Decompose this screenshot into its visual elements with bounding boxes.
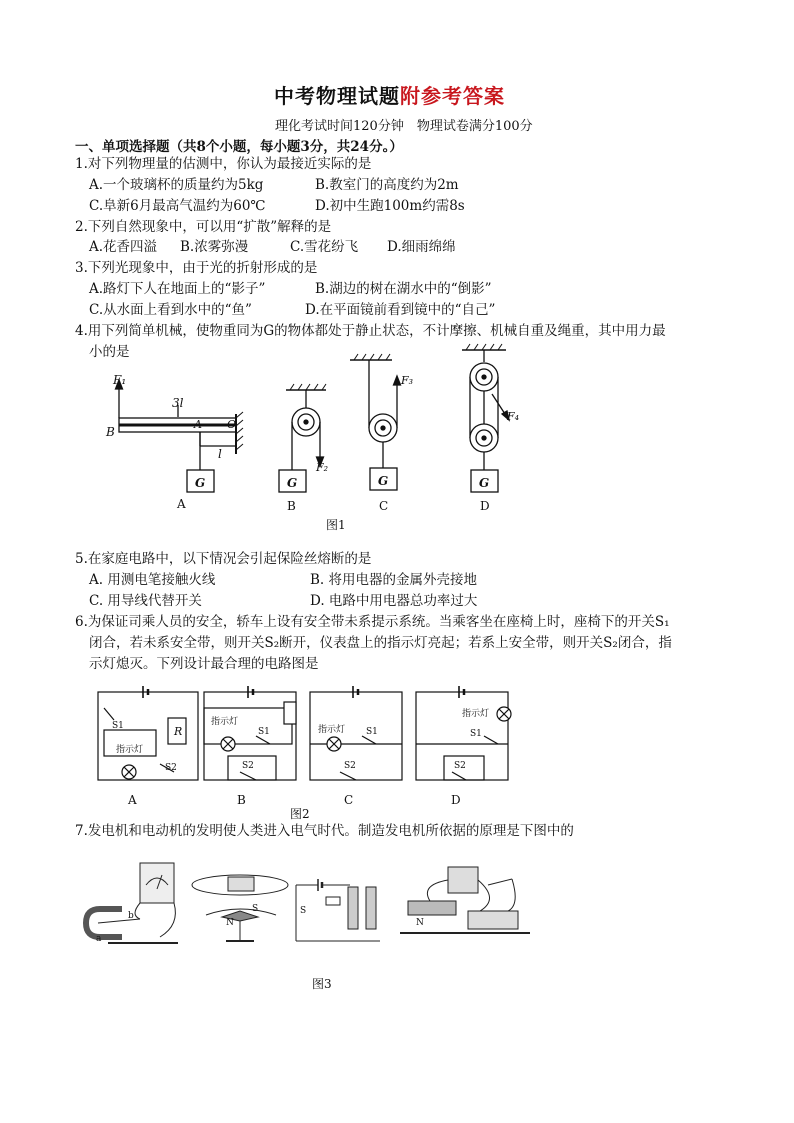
pulley-b-axle [304, 420, 308, 424]
figure-2 [0, 680, 794, 820]
label-o: O [227, 418, 237, 431]
fig1-option-d: D [480, 499, 490, 513]
title-red: 附参考答案 [400, 84, 505, 108]
pulley-d-top-axle [482, 375, 486, 379]
circuit-d-s1-blade [484, 736, 498, 744]
circuit-c-s2-label: S2 [344, 761, 356, 771]
figure-1 [0, 350, 794, 550]
fig3-d-magnet [408, 901, 456, 915]
circuit-b-s2-blade [240, 772, 256, 780]
fig3-b-oersted-apparatus [192, 875, 288, 941]
label-f4: F₄ [507, 410, 520, 423]
figure-3 [0, 845, 794, 995]
fig2-option-c: C [344, 793, 354, 807]
label-l: l [218, 447, 222, 461]
fig3-d-rotor [468, 911, 518, 929]
fig3-label-b: b [128, 911, 134, 921]
question-1-stem: 1.对下列物理量的估测中，你认为最接近实际的是 [75, 156, 372, 172]
ceiling-d-hatch [466, 344, 502, 350]
circuit-b-s2-label: S2 [242, 761, 254, 771]
weight-d-label: G [479, 476, 490, 490]
fig2-option-a: A [128, 793, 137, 807]
weight-c-label: G [378, 474, 389, 488]
question-6-stem-line1: 6.为保证司乘人员的安全，轿车上设有安全带未系提示系统。当乘客坐在座椅上时，座椅下的开关S₁ [75, 614, 670, 630]
circuit-c-lamp-label: 指示灯 [318, 725, 346, 735]
fig3-label-n: N [226, 918, 234, 928]
fig3-c-electromagnet-apparatus [296, 879, 380, 941]
q3-option-a: A.路灯下人在地面上的“影子” [89, 281, 266, 297]
fig2-option-b: B [237, 793, 246, 807]
fig2-caption: 图2 [290, 807, 310, 821]
weight-a-label: G [195, 476, 206, 490]
question-7-stem: 7.发电机和电动机的发明使人类进入电气时代。制造发电机所依据的原理是下图中的 [75, 823, 574, 839]
circuit-c-s1-blade [362, 736, 376, 744]
q3-option-b: B.湖边的树在湖水中的“倒影” [315, 281, 492, 297]
fig1-option-a: A [177, 497, 186, 511]
circuit-b-s1-label: S1 [258, 727, 270, 737]
fig3-c-coil-1 [348, 887, 358, 929]
circuit-c-s1-label: S1 [366, 727, 378, 737]
circuit-d-lamp-label: 指示灯 [462, 709, 490, 719]
label-f3: F₃ [401, 374, 414, 387]
q5-option-b: B. 将用电器的金属外壳接地 [310, 572, 478, 588]
fig3-a-galvanometer [140, 863, 174, 903]
question-4-stem-line1: 4.用下列简单机械，使物重同为G的物体都处于静止状态，不计摩擦、机械自重及绳重，其中用力最 [75, 323, 666, 339]
q2-option-a: A.花香四溢 [89, 239, 158, 255]
circuit-b-lamp-label: 指示灯 [211, 717, 239, 727]
title-black: 中考物理试题 [274, 84, 400, 108]
question-6-stem-line2: 闭合，若未系安全带，则开关S₂断开，仪表盘上的指示灯亮起；若系上安全带，则开关S₂闭合，指 [89, 635, 672, 651]
pulley-c-axle [381, 426, 385, 430]
ceiling-c-hatch [354, 354, 390, 360]
circuit-c-outer [310, 692, 402, 780]
q3-option-d: D.在平面镜前看到镜中的“自己” [305, 302, 496, 318]
section-heading: 一、单项选择题（共8个小题，每小题3分，共24分。） [75, 139, 403, 155]
circuit-a-s2-label: S2 [165, 763, 177, 773]
label-b: B [106, 425, 115, 439]
q1-option-b: B.教室门的高度约为2m [315, 177, 459, 193]
circuit-b-resistor [284, 702, 296, 724]
circuit-d-s2-label: S2 [454, 761, 466, 771]
subtitle: 理化考试时间120分钟 物理试卷满分100分 [275, 119, 533, 134]
lever-wall-hatch [236, 412, 243, 450]
q5-option-d: D. 电路中用电器总功率过大 [310, 593, 478, 609]
circuit-a-lamp-label: 指示灯 [116, 745, 144, 755]
fig3-label-s: S [252, 904, 259, 914]
fig3-caption: 图3 [312, 977, 332, 991]
circuit-a-s1-blade [104, 708, 114, 720]
question-6-stem-line3: 示灯熄灭。下列设计最合理的电路图是 [89, 656, 319, 672]
q3-option-c: C.从水面上看到水中的“鱼” [89, 302, 252, 318]
fig3-a-magnet [86, 909, 122, 937]
fig3-c-rheostat [326, 897, 340, 905]
circuit-d-s2-blade [452, 772, 466, 780]
q2-option-d: D.细雨绵绵 [387, 239, 456, 255]
q5-option-c: C. 用导线代替开关 [89, 593, 202, 609]
fig1-option-c: C [379, 499, 389, 513]
q5-option-a: A. 用测电笔接触火线 [89, 572, 216, 588]
q1-option-d: D.初中生跑100m约需8s [315, 198, 465, 214]
fig3-b-battery [228, 877, 254, 891]
f3-arrowhead [394, 376, 401, 385]
fig3-label-a: a [96, 934, 102, 944]
fig1-caption: 图1 [326, 518, 346, 532]
circuit-b-s1-blade [256, 736, 270, 744]
fig3-label-n-magnet: N [416, 918, 424, 928]
question-4-stem-line2: 小的是 [89, 344, 130, 360]
fig3-a-induction-apparatus [86, 863, 178, 943]
q2-option-b: B.浓雾弥漫 [180, 239, 249, 255]
ceiling-b-hatch [290, 384, 326, 390]
fig3-c-coil-2 [366, 887, 376, 929]
label-3l: 3l [172, 396, 184, 410]
circuit-a-s1-label: S1 [112, 721, 124, 731]
label-f2: F₂ [316, 461, 329, 474]
circuit-a-r-label: R [174, 725, 183, 738]
circuit-d-s1-label: S1 [470, 729, 482, 739]
q1-option-a: A.一个玻璃杯的质量约为5kg [89, 177, 264, 193]
label-f1: F₁ [113, 373, 127, 387]
question-5-stem: 5.在家庭电路中，以下情况会引起保险丝熔断的是 [75, 551, 372, 567]
circuit-c-s2-blade [340, 772, 356, 780]
label-a: A [194, 418, 202, 431]
fig3-label-s-switch: S [300, 906, 307, 916]
q1-option-c: C.阜新6月最高气温约为60℃ [89, 198, 266, 214]
fig1-option-b: B [287, 499, 296, 513]
q2-option-c: C.雪花纷飞 [290, 239, 359, 255]
question-3-stem: 3.下列光现象中，由于光的折射形成的是 [75, 260, 318, 276]
circuit-a [98, 686, 198, 780]
question-2-stem: 2.下列自然现象中，可以用“扩散”解释的是 [75, 219, 332, 235]
fig3-d-battery [448, 867, 478, 893]
weight-b-label: G [287, 476, 298, 490]
fig2-option-d: D [451, 793, 461, 807]
pulley-d-bottom-axle [482, 436, 486, 440]
page-title [274, 80, 505, 109]
fig3-d-switch [488, 879, 512, 885]
